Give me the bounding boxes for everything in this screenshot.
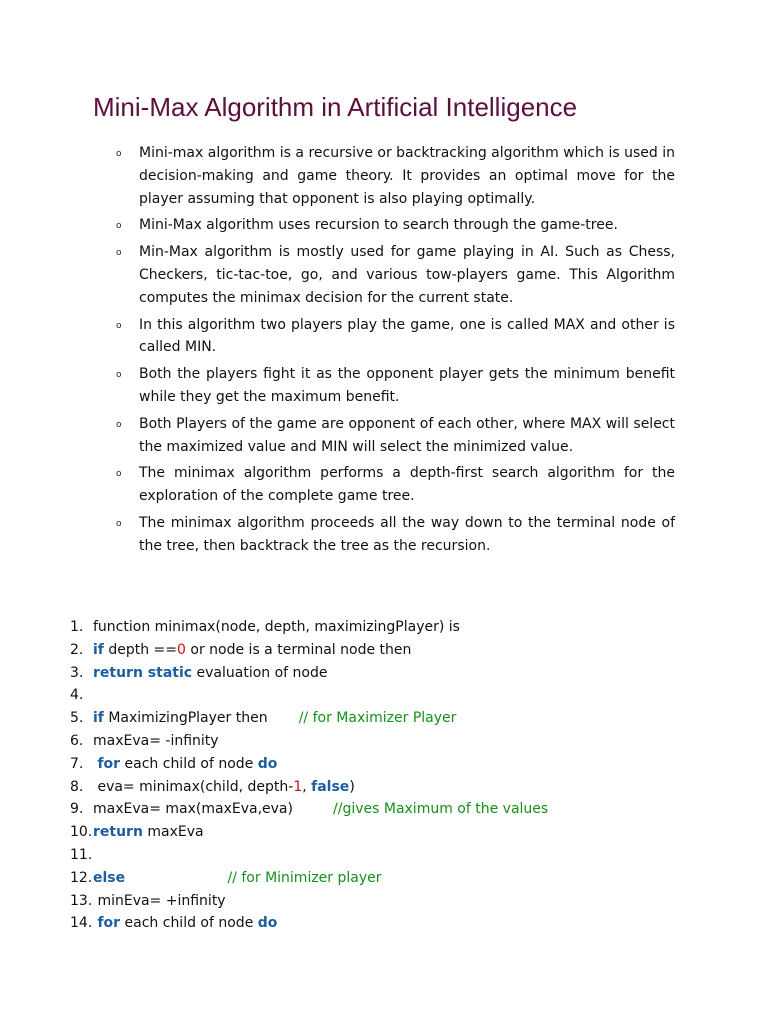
bullet-item [0, 512, 768, 558]
code-line [0, 776, 768, 799]
code-keyword-token: if [93, 641, 104, 658]
line-number: 2. [70, 641, 84, 658]
line-code [93, 662, 328, 685]
code-keyword-token: false [311, 778, 350, 795]
code-line [0, 730, 768, 753]
line-number: 6. [70, 732, 84, 749]
code-plain-token: maxEva [142, 824, 204, 841]
line-number: 7. [70, 755, 84, 772]
code-keyword-token: return [93, 824, 143, 841]
line-code [93, 890, 226, 913]
code-number-token: 1 [293, 778, 303, 795]
line-code [93, 753, 277, 776]
bullet-marker-icon: o [116, 221, 122, 232]
bullet-item [0, 413, 768, 459]
code-line [0, 821, 768, 844]
code-keyword-token: do [257, 755, 278, 772]
code-line [0, 867, 768, 890]
code-line [0, 753, 768, 776]
code-plain-token: depth == [103, 641, 178, 658]
code-line [0, 798, 768, 821]
bullet-text: Both Players of the game are opponent of each other, where MAX will select the maximized value and MIN will select the minimized value. [139, 415, 675, 455]
line-number: 8. [70, 778, 84, 795]
code-plain-token: minEva= +infinity [93, 892, 226, 909]
line-code [93, 776, 355, 799]
code-keyword-token: if [93, 710, 104, 727]
code-plain-token: maxEva= -infinity [93, 732, 219, 749]
code-plain-token: , [302, 778, 312, 795]
code-line [0, 662, 768, 685]
line-code [93, 798, 548, 821]
bullet-item [0, 363, 768, 409]
line-code [93, 639, 411, 662]
line-number: 9. [70, 801, 84, 818]
bullet-marker-icon: o [116, 320, 122, 331]
line-number: 11. [70, 846, 93, 863]
line-number: 5. [70, 710, 84, 727]
bullet-marker-icon: o [116, 370, 122, 381]
bullet-text: The minimax algorithm proceeds all the way down to the terminal node of the tree, then backtrack the tree as the recursion. [139, 514, 675, 554]
bullet-marker-icon: o [116, 149, 122, 159]
bullet-item [0, 142, 768, 210]
code-keyword-token: for [97, 915, 121, 932]
bullet-marker-icon: o [116, 419, 122, 430]
line-number: 13. [70, 892, 93, 909]
bullet-item [0, 462, 768, 508]
bullet-item [0, 214, 768, 237]
bullet-item [0, 314, 768, 360]
line-number: 1. [70, 619, 84, 635]
line-number: 14. [70, 915, 93, 932]
bullet-text: Both the players fight it as the opponent player gets the minimum benefit while they get the maximum benefit. [139, 366, 675, 405]
line-code [93, 821, 204, 844]
code-keyword-token: do [257, 915, 278, 932]
bullet-text: Min-Max algorithm is mostly used for game playing in AI. Such as Chess, Checkers, tic-tac-toe, go, and various tow-players game. This Algorithm computes the minimax decision for the current state. [139, 244, 675, 306]
bullet-text: Mini-max algorithm is a recursive or backtracking algorithm which is used in decision-making and game theory. It provides an optimal move for the player assuming that opponent is also playing optimally. [139, 145, 675, 207]
bullet-marker-icon: o [116, 469, 122, 480]
bullet-item [0, 241, 768, 309]
code-plain-token: eva= minimax(child, depth- [93, 778, 294, 795]
bullet-text: Mini-Max algorithm uses recursion to search through the game-tree. [139, 217, 618, 234]
code-keyword-token: else [93, 869, 126, 886]
code-listing [0, 616, 768, 935]
code-plain-token: ) [349, 778, 355, 795]
code-line [0, 844, 768, 867]
code-plain-token: evaluation of node [192, 664, 328, 681]
code-plain-token: function minimax(node, depth, maximizingPlayer) is [93, 619, 460, 635]
code-line [0, 707, 768, 730]
code-plain-token: MaximizingPlayer then [103, 710, 299, 727]
bullet-text: In this algorithm two players play the game, one is called MAX and other is called MIN. [139, 316, 675, 356]
bullet-text: The minimax algorithm performs a depth-first search algorithm for the exploration of the complete game tree. [139, 465, 675, 505]
page-title: Mini-Max Algorithm in Artificial Intelligence [93, 92, 578, 122]
code-comment-token: //gives Maximum of the values [333, 801, 549, 818]
code-plain-token: each child of node [120, 755, 258, 772]
line-number: 4. [70, 687, 84, 704]
line-code [93, 730, 219, 753]
code-comment-token: // for Minimizer player [227, 869, 382, 886]
code-number-token: 0 [177, 641, 186, 658]
line-number: 3. [70, 664, 84, 681]
line-number: 10. [70, 824, 93, 841]
code-plain-token: each child of node [120, 915, 258, 932]
code-line [0, 616, 768, 639]
line-code [93, 616, 460, 639]
bullet-marker-icon: o [116, 518, 122, 529]
bullet-list [0, 142, 768, 562]
code-comment-token: // for Maximizer Player [298, 710, 457, 727]
line-number: 12. [70, 869, 93, 886]
line-code [93, 867, 382, 890]
code-plain-token: or node is a terminal node then [185, 641, 412, 658]
code-line [0, 912, 768, 935]
code-plain-token [125, 870, 227, 886]
bullet-marker-icon: o [116, 248, 122, 259]
code-plain-token: maxEva= max(maxEva,eva) [93, 801, 334, 818]
code-keyword-token: return static [93, 664, 193, 681]
code-line [0, 639, 768, 662]
code-keyword-token: for [97, 755, 121, 772]
line-code [93, 912, 277, 935]
line-code [93, 707, 456, 730]
code-line [0, 684, 768, 707]
code-line [0, 890, 768, 913]
